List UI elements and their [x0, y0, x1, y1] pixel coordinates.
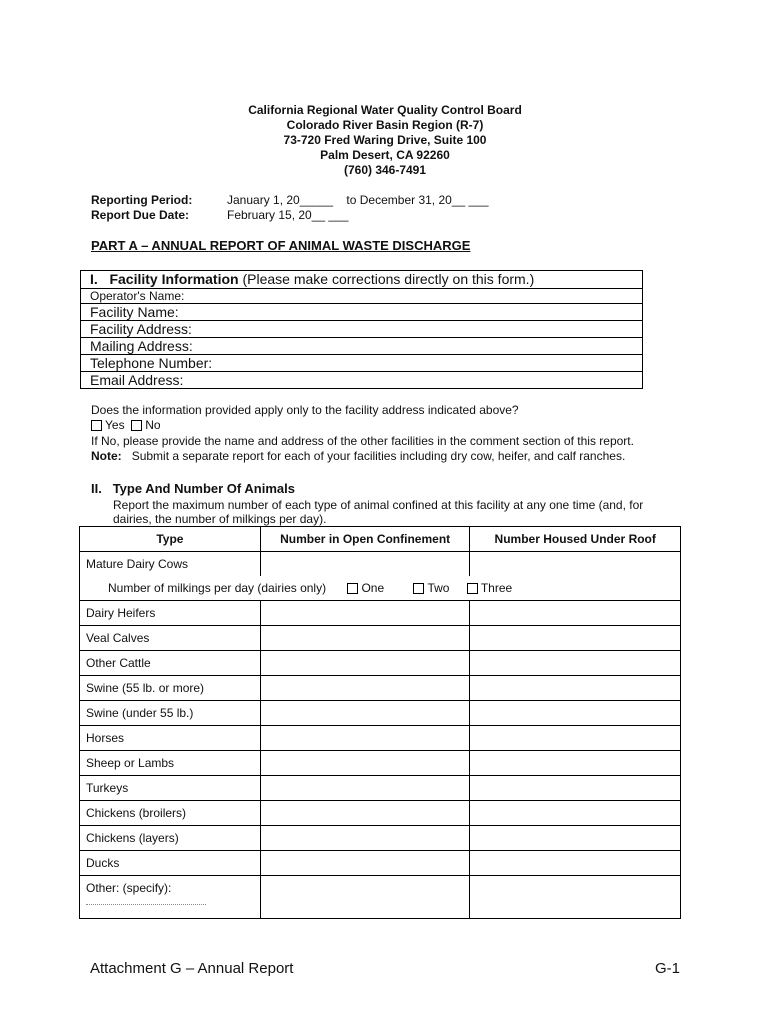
table-row	[80, 601, 681, 626]
open-confinement-cell[interactable]	[260, 876, 470, 919]
table-row	[80, 701, 681, 726]
mailing-address-field[interactable]: Mailing Address:	[81, 338, 642, 355]
animal-type-cell: Other Cattle	[80, 651, 261, 676]
three-checkbox[interactable]	[467, 583, 478, 594]
under-roof-cell[interactable]	[470, 701, 681, 726]
animal-type-cell: Swine (under 55 lb.)	[80, 701, 261, 726]
one-checkbox[interactable]	[347, 583, 358, 594]
open-confinement-cell[interactable]	[260, 776, 470, 801]
under-roof-cell[interactable]	[470, 801, 681, 826]
other-specify-cell[interactable]	[80, 876, 261, 919]
note-label: Note:	[91, 449, 122, 463]
table-row	[80, 626, 681, 651]
section-2-instruction-2: dairies, the number of milkings per day).	[113, 512, 327, 526]
note-text: Submit a separate report for each of your facilities including dry cow, heifer, and calf ranches.	[131, 449, 626, 463]
footer-attachment-label: Attachment G – Annual Report	[90, 960, 294, 977]
footer-page-number: G-1	[655, 960, 681, 977]
under-roof-header: Number Housed Under Roof	[470, 527, 681, 552]
facility-question: Does the information provided apply only to the facility address indicated above?	[91, 403, 519, 417]
open-confinement-cell[interactable]	[260, 851, 470, 876]
under-roof-cell[interactable]	[470, 726, 681, 751]
open-confinement-cell[interactable]	[260, 676, 470, 701]
section-2-number: II.	[91, 481, 102, 496]
under-roof-cell[interactable]	[470, 851, 681, 876]
animals-table-header	[80, 527, 681, 552]
under-roof-cell[interactable]	[470, 676, 681, 701]
animal-type-cell: Mature Dairy Cows	[80, 552, 261, 577]
under-roof-cell[interactable]	[470, 776, 681, 801]
animal-type-cell: Dairy Heifers	[80, 601, 261, 626]
if-no-instruction: If No, please provide the name and address of the other facilities in the comment section of this report.	[91, 434, 634, 448]
facility-info-heading	[81, 271, 642, 289]
milkings-label: Number of milkings per day (dairies only)	[108, 581, 327, 595]
milkings-row	[80, 576, 681, 601]
telephone-number-field[interactable]: Telephone Number:	[81, 355, 642, 372]
report-due-date-value[interactable]: February 15, 20__ ___	[227, 208, 349, 222]
section-2-heading	[91, 481, 295, 497]
under-roof-cell[interactable]	[470, 552, 681, 577]
animals-table	[79, 526, 681, 919]
animal-type-cell: Turkeys	[80, 776, 261, 801]
table-row	[80, 801, 681, 826]
header-line-1: California Regional Water Quality Control Board	[248, 103, 522, 117]
open-confinement-header: Number in Open Confinement	[260, 527, 470, 552]
open-confinement-cell[interactable]	[260, 726, 470, 751]
table-row	[80, 726, 681, 751]
open-confinement-cell[interactable]	[260, 552, 470, 577]
two-label: Two	[427, 581, 450, 595]
table-row	[80, 776, 681, 801]
three-label: Three	[480, 581, 513, 595]
no-label: No	[145, 418, 161, 432]
under-roof-cell[interactable]	[470, 651, 681, 676]
open-confinement-cell[interactable]	[260, 701, 470, 726]
table-row	[80, 751, 681, 776]
section-1-number: I.	[90, 271, 98, 287]
under-roof-cell[interactable]	[470, 876, 681, 919]
open-confinement-cell[interactable]	[260, 601, 470, 626]
table-row	[80, 876, 681, 919]
animal-type-cell: Ducks	[80, 851, 261, 876]
animal-type-cell: Veal Calves	[80, 626, 261, 651]
open-confinement-cell[interactable]	[260, 801, 470, 826]
under-roof-cell[interactable]	[470, 626, 681, 651]
part-a-title: PART A – ANNUAL REPORT OF ANIMAL WASTE DISCHARGE	[91, 238, 471, 253]
open-confinement-cell[interactable]	[260, 826, 470, 851]
one-label: One	[361, 581, 385, 595]
open-confinement-cell[interactable]	[260, 626, 470, 651]
open-confinement-cell[interactable]	[260, 751, 470, 776]
animal-type-cell: Chickens (layers)	[80, 826, 261, 851]
animal-type-cell: Swine (55 lb. or more)	[80, 676, 261, 701]
section-2-instruction-1: Report the maximum number of each type of animal confined at this facility at any one time (and, for	[113, 498, 644, 512]
facility-info-table	[80, 270, 643, 389]
header-line-2: Colorado River Basin Region (R-7)	[286, 118, 484, 132]
animal-type-cell: Sheep or Lambs	[80, 751, 261, 776]
type-header: Type	[80, 527, 261, 552]
table-row	[80, 651, 681, 676]
header-line-4: Palm Desert, CA 92260	[320, 148, 450, 162]
table-row	[80, 826, 681, 851]
note-line	[91, 449, 625, 464]
section-2-title: Type And Number Of Animals	[112, 481, 295, 496]
operator-name-field[interactable]: Operator's Name:	[81, 289, 642, 304]
facility-name-field[interactable]: Facility Name:	[81, 304, 642, 321]
reporting-period-value[interactable]: January 1, 20_____ to December 31, 20__ ___	[227, 193, 489, 207]
agency-header	[0, 103, 770, 178]
table-row	[80, 676, 681, 701]
table-row	[80, 851, 681, 876]
section-1-title: Facility Information	[109, 271, 239, 287]
animal-type-cell: Chickens (broilers)	[80, 801, 261, 826]
other-specify-label: Other: (specify):	[86, 881, 172, 895]
yes-checkbox[interactable]	[91, 420, 102, 431]
facility-address-field[interactable]: Facility Address:	[81, 321, 642, 338]
under-roof-cell[interactable]	[470, 601, 681, 626]
section-1-note: (Please make corrections directly on this form.)	[242, 271, 535, 287]
report-due-date-label: Report Due Date:	[91, 208, 190, 222]
table-row	[80, 552, 681, 577]
under-roof-cell[interactable]	[470, 826, 681, 851]
yes-no-options	[91, 418, 161, 433]
two-checkbox[interactable]	[413, 583, 424, 594]
open-confinement-cell[interactable]	[260, 651, 470, 676]
email-address-field[interactable]: Email Address:	[81, 372, 642, 389]
no-checkbox[interactable]	[131, 420, 142, 431]
reporting-period-label: Reporting Period:	[91, 193, 193, 207]
animal-type-cell: Horses	[80, 726, 261, 751]
header-line-5: (760) 346-7491	[343, 163, 427, 177]
header-line-3: 73-720 Fred Waring Drive, Suite 100	[283, 133, 487, 147]
under-roof-cell[interactable]	[470, 751, 681, 776]
yes-label: Yes	[105, 418, 125, 432]
milkings-cell	[80, 576, 681, 601]
other-specify-line[interactable]	[86, 904, 206, 905]
